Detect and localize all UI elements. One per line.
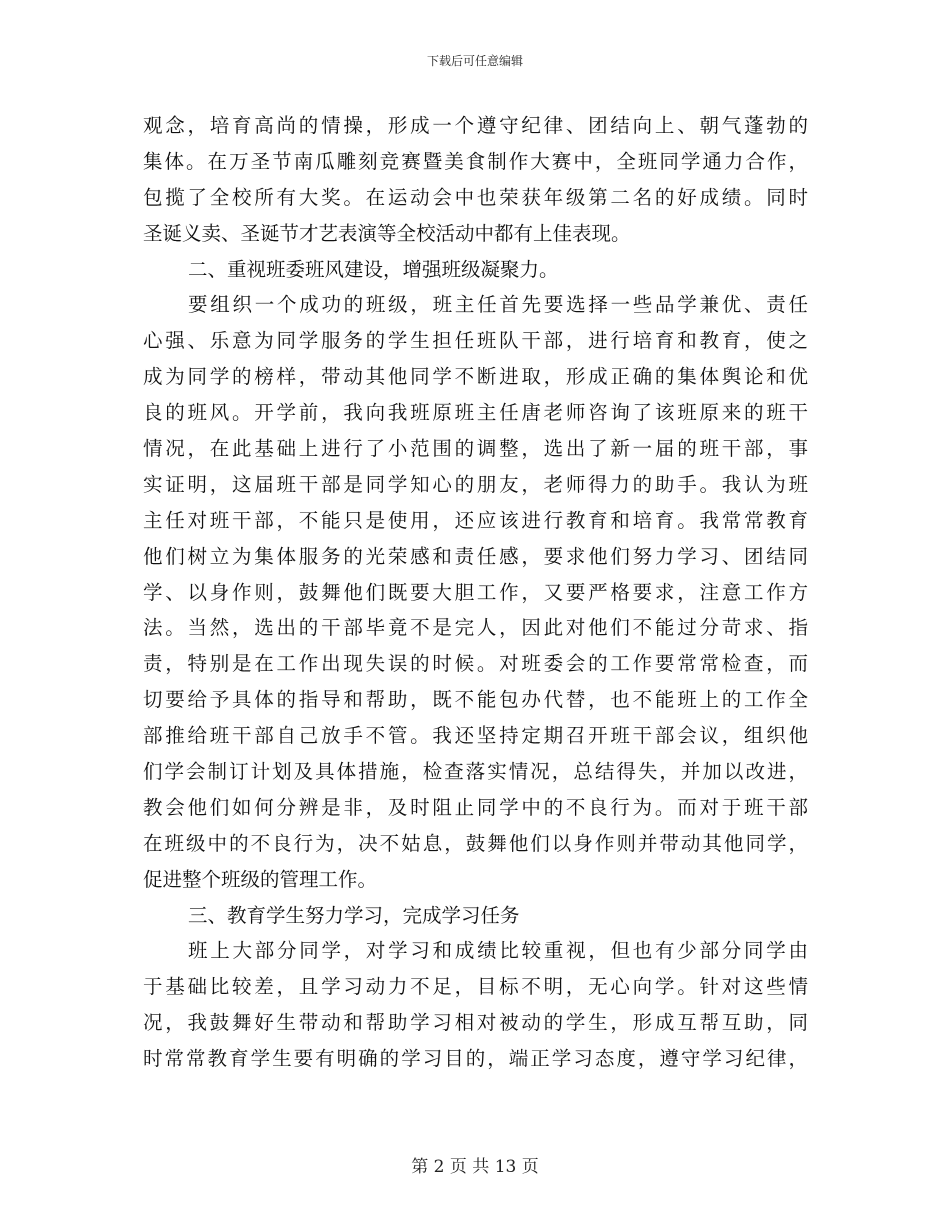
page-header: 下载后可任意编辑 xyxy=(426,54,523,68)
text-line: 于基础比较差，且学习动力不足，目标不明，无心向学。针对这些情 xyxy=(143,975,808,999)
text-line: 心强、乐意为同学服务的学生担任班队干部，进行培育和教育，使之 xyxy=(143,329,808,353)
text-line: 法。当然，选出的干部毕竟不是完人，因此对他们不能过分苛求、指 xyxy=(143,616,808,640)
text-line: 促进整个班级的管理工作。 xyxy=(143,867,378,891)
text-line: 主任对班干部，不能只是使用，还应该进行教育和培育。我常常教育 xyxy=(143,508,808,532)
text-line: 学、以身作则，鼓舞他们既要大胆工作，又要严格要求，注意工作方 xyxy=(143,580,808,604)
text-line: 时常常教育学生要有明确的学习目的，端正学习态度，遵守学习纪律， xyxy=(143,1047,808,1071)
text-line: 观念，培育高尚的情操，形成一个遵守纪律、团结向上、朝气蓬勃的 xyxy=(143,114,808,137)
text-line: 教会他们如何分辨是非，及时阻止同学中的不良行为。而对于班干部 xyxy=(143,795,808,819)
text-line: 要组织一个成功的班级，班主任首先要选择一些品学兼优、责任 xyxy=(188,293,808,317)
document-body xyxy=(143,108,808,1077)
text-line: 他们树立为集体服务的光荣感和责任感，要求他们努力学习、团结同 xyxy=(143,544,808,568)
page-footer: 第 2 页 共 13 页 xyxy=(411,1157,539,1177)
text-line: 良的班风。开学前，我向我班原班主任唐老师咨询了该班原来的班干 xyxy=(143,401,808,425)
text-line: 班上大部分同学，对学习和成绩比较重视，但也有少部分同学由 xyxy=(188,939,808,963)
text-line: 况，我鼓舞好生带动和帮助学习相对被动的学生，形成互帮互助，同 xyxy=(143,1011,808,1035)
text-line: 实证明，这届班干部是同学知心的朋友，老师得力的助手。我认为班 xyxy=(143,472,808,496)
text-line: 包揽了全校所有大奖。在运动会中也荣获年级第二名的好成绩。同时 xyxy=(143,185,808,209)
text-line: 成为同学的榜样，带动其他同学不断进取，形成正确的集体舆论和优 xyxy=(143,365,808,389)
text-line: 切要给予具体的指导和帮助，既不能包办代替，也不能班上的工作全 xyxy=(143,688,808,712)
text-line: 部推给班干部自己放手不管。我还坚持定期召开班干部会议，组织他 xyxy=(143,724,808,748)
text-line: 责，特别是在工作出现失误的时候。对班委会的工作要常常检查，而 xyxy=(143,652,808,676)
text-line: 集体。在万圣节南瓜雕刻竞赛暨美食制作大赛中，全班同学通力合作， xyxy=(143,149,808,173)
text-line: 情况，在此基础上进行了小范围的调整，选出了新一届的班干部，事 xyxy=(143,437,808,461)
text-line: 圣诞义卖、圣诞节才艺表演等全校活动中都有上佳表现。 xyxy=(143,221,631,245)
text-line: 在班级中的不良行为，决不姑息，鼓舞他们以身作则并带动其他同学， xyxy=(143,831,808,855)
text-line: 二、重视班委班风建设，增强班级凝聚力。 xyxy=(188,257,559,281)
text-line: 们学会制订计划及具体措施，检查落实情况，总结得失，并加以改进， xyxy=(143,760,808,784)
text-line: 三、教育学生努力学习，完成学习任务 xyxy=(188,903,520,927)
